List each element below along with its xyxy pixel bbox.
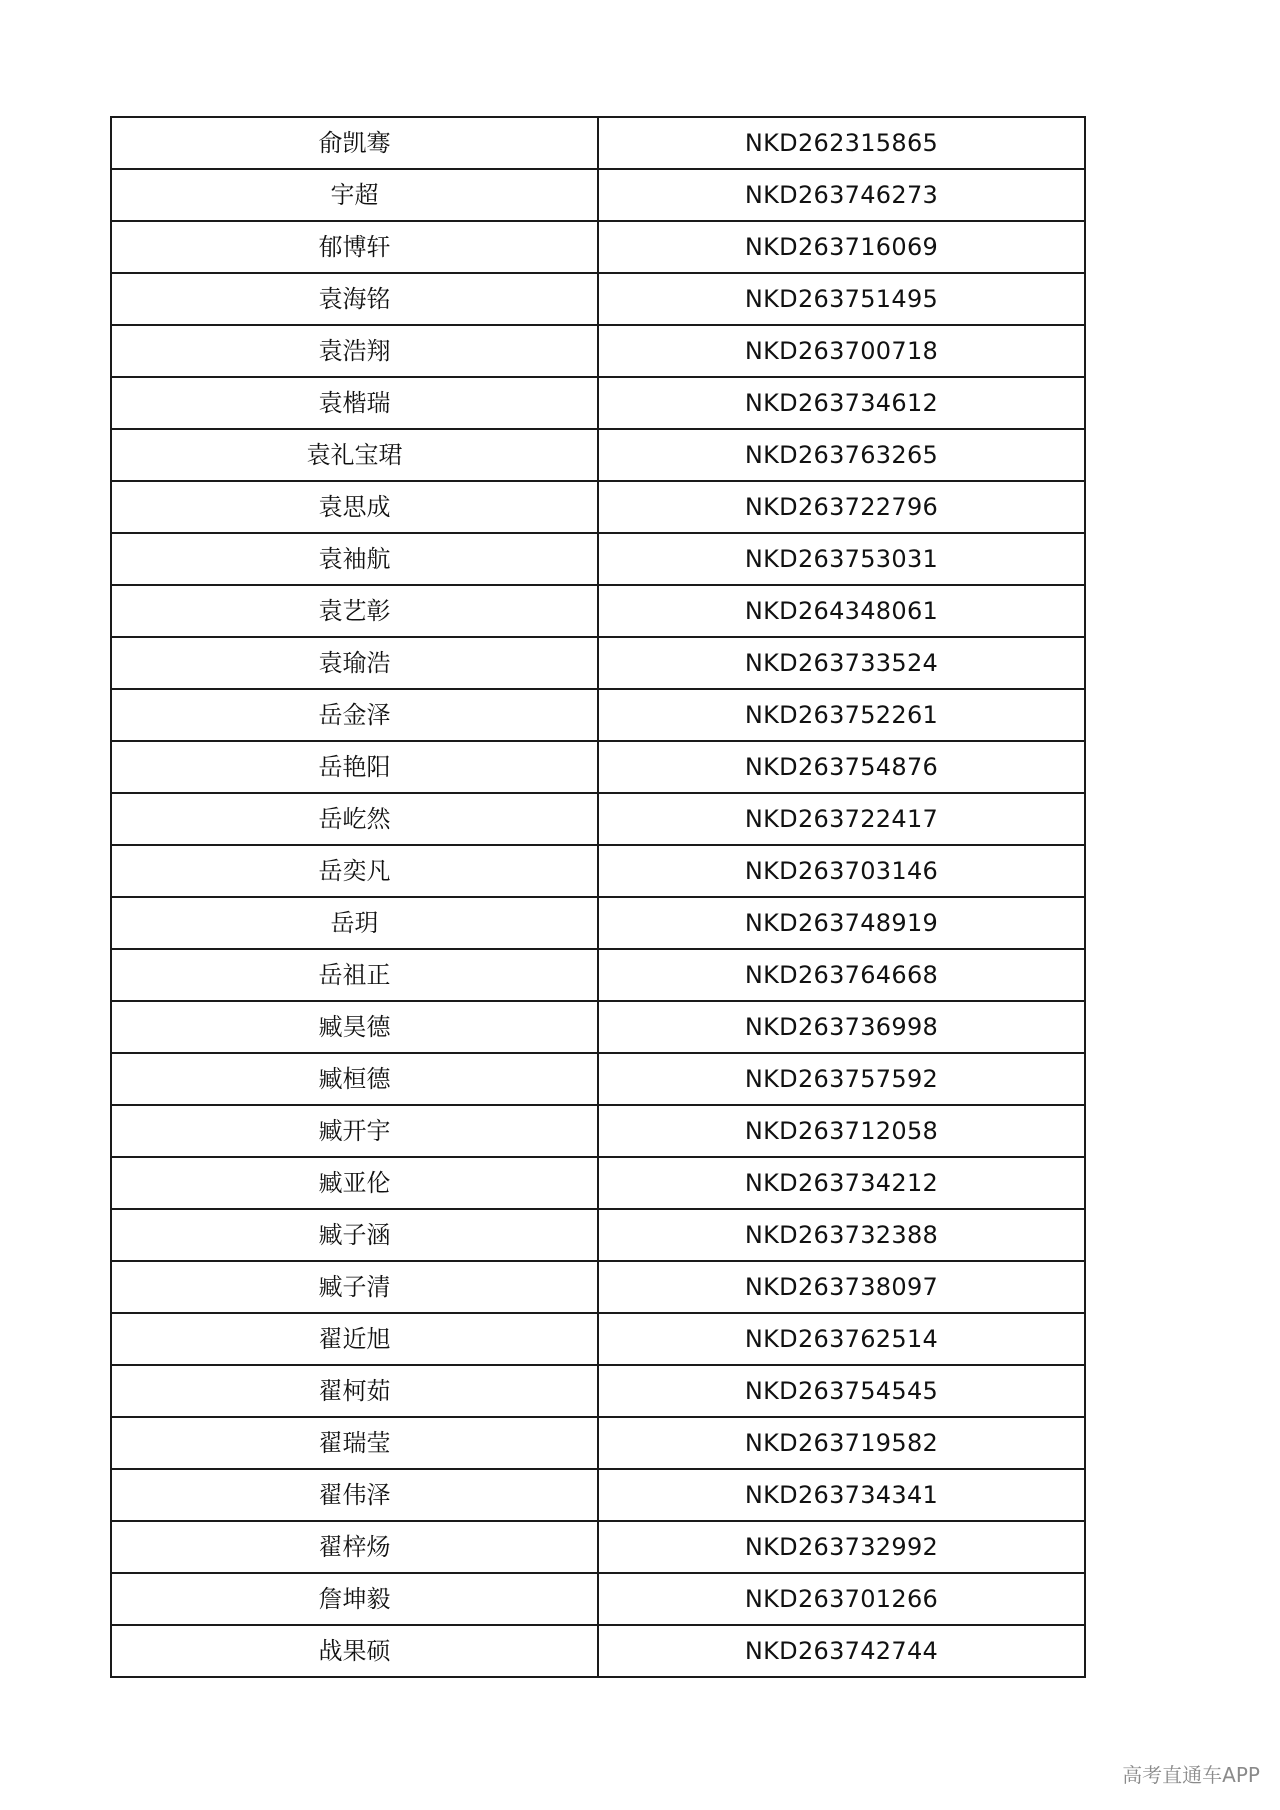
name-cell: 袁艺彰 <box>111 585 598 637</box>
id-cell: NKD263719582 <box>598 1417 1085 1469</box>
roster-table-body <box>111 117 1085 1677</box>
id-cell: NKD263757592 <box>598 1053 1085 1105</box>
name-cell: 臧子涵 <box>111 1209 598 1261</box>
name-cell: 袁礼宝珺 <box>111 429 598 481</box>
table-row <box>111 169 1085 221</box>
table-row <box>111 1105 1085 1157</box>
id-cell: NKD263722417 <box>598 793 1085 845</box>
name-cell: 岳屹然 <box>111 793 598 845</box>
table-row <box>111 1521 1085 1573</box>
name-cell: 袁浩翔 <box>111 325 598 377</box>
table-row <box>111 793 1085 845</box>
id-cell: NKD263748919 <box>598 897 1085 949</box>
watermark-text: 高考直通车APP <box>1122 1763 1260 1787</box>
table-row <box>111 897 1085 949</box>
table-row <box>111 325 1085 377</box>
name-cell: 袁楷瑞 <box>111 377 598 429</box>
id-cell: NKD263712058 <box>598 1105 1085 1157</box>
table-row <box>111 429 1085 481</box>
id-cell: NKD263753031 <box>598 533 1085 585</box>
name-cell: 臧亚伦 <box>111 1157 598 1209</box>
table-row <box>111 1365 1085 1417</box>
table-row <box>111 1313 1085 1365</box>
id-cell: NKD263762514 <box>598 1313 1085 1365</box>
table-row <box>111 1157 1085 1209</box>
name-cell: 袁海铭 <box>111 273 598 325</box>
name-cell: 岳祖正 <box>111 949 598 1001</box>
table-row <box>111 1469 1085 1521</box>
id-cell: NKD263700718 <box>598 325 1085 377</box>
name-cell: 臧昊德 <box>111 1001 598 1053</box>
id-cell: NKD263701266 <box>598 1573 1085 1625</box>
roster-sheet <box>110 116 1084 1678</box>
id-cell: NKD263736998 <box>598 1001 1085 1053</box>
id-cell: NKD263733524 <box>598 637 1085 689</box>
name-cell: 詹坤毅 <box>111 1573 598 1625</box>
id-cell: NKD263754876 <box>598 741 1085 793</box>
id-cell: NKD263754545 <box>598 1365 1085 1417</box>
name-cell: 翟梓炀 <box>111 1521 598 1573</box>
id-cell: NKD263732388 <box>598 1209 1085 1261</box>
name-cell: 臧开宇 <box>111 1105 598 1157</box>
name-cell: 郁博轩 <box>111 221 598 273</box>
name-cell: 岳玥 <box>111 897 598 949</box>
table-row <box>111 1053 1085 1105</box>
name-cell: 岳金泽 <box>111 689 598 741</box>
id-cell: NKD263716069 <box>598 221 1085 273</box>
name-cell: 战果硕 <box>111 1625 598 1677</box>
name-cell: 翟瑞莹 <box>111 1417 598 1469</box>
table-row <box>111 533 1085 585</box>
id-cell: NKD263703146 <box>598 845 1085 897</box>
id-cell: NKD263738097 <box>598 1261 1085 1313</box>
name-cell: 袁袖航 <box>111 533 598 585</box>
table-row <box>111 741 1085 793</box>
id-cell: NKD263751495 <box>598 273 1085 325</box>
table-row <box>111 377 1085 429</box>
id-cell: NKD264348061 <box>598 585 1085 637</box>
table-row <box>111 1001 1085 1053</box>
table-row <box>111 273 1085 325</box>
table-row <box>111 689 1085 741</box>
id-cell: NKD263752261 <box>598 689 1085 741</box>
id-cell: NKD262315865 <box>598 117 1085 169</box>
id-cell: NKD263722796 <box>598 481 1085 533</box>
table-row <box>111 481 1085 533</box>
name-cell: 翟近旭 <box>111 1313 598 1365</box>
table-row <box>111 845 1085 897</box>
id-cell: NKD263734212 <box>598 1157 1085 1209</box>
name-cell: 宇超 <box>111 169 598 221</box>
id-cell: NKD263734612 <box>598 377 1085 429</box>
name-cell: 翟伟泽 <box>111 1469 598 1521</box>
table-row <box>111 585 1085 637</box>
name-cell: 袁瑜浩 <box>111 637 598 689</box>
table-row <box>111 1417 1085 1469</box>
id-cell: NKD263764668 <box>598 949 1085 1001</box>
id-cell: NKD263742744 <box>598 1625 1085 1677</box>
name-cell: 袁思成 <box>111 481 598 533</box>
name-cell: 岳艳阳 <box>111 741 598 793</box>
table-row <box>111 1209 1085 1261</box>
name-cell: 臧桓德 <box>111 1053 598 1105</box>
name-cell: 臧子清 <box>111 1261 598 1313</box>
table-row <box>111 949 1085 1001</box>
id-cell: NKD263734341 <box>598 1469 1085 1521</box>
table-row <box>111 1261 1085 1313</box>
name-cell: 俞凯骞 <box>111 117 598 169</box>
id-cell: NKD263746273 <box>598 169 1085 221</box>
table-row <box>111 221 1085 273</box>
table-row <box>111 1573 1085 1625</box>
roster-table <box>110 116 1086 1678</box>
name-cell: 岳奕凡 <box>111 845 598 897</box>
table-row <box>111 1625 1085 1677</box>
name-cell: 翟柯茹 <box>111 1365 598 1417</box>
table-row <box>111 637 1085 689</box>
id-cell: NKD263763265 <box>598 429 1085 481</box>
table-row <box>111 117 1085 169</box>
id-cell: NKD263732992 <box>598 1521 1085 1573</box>
